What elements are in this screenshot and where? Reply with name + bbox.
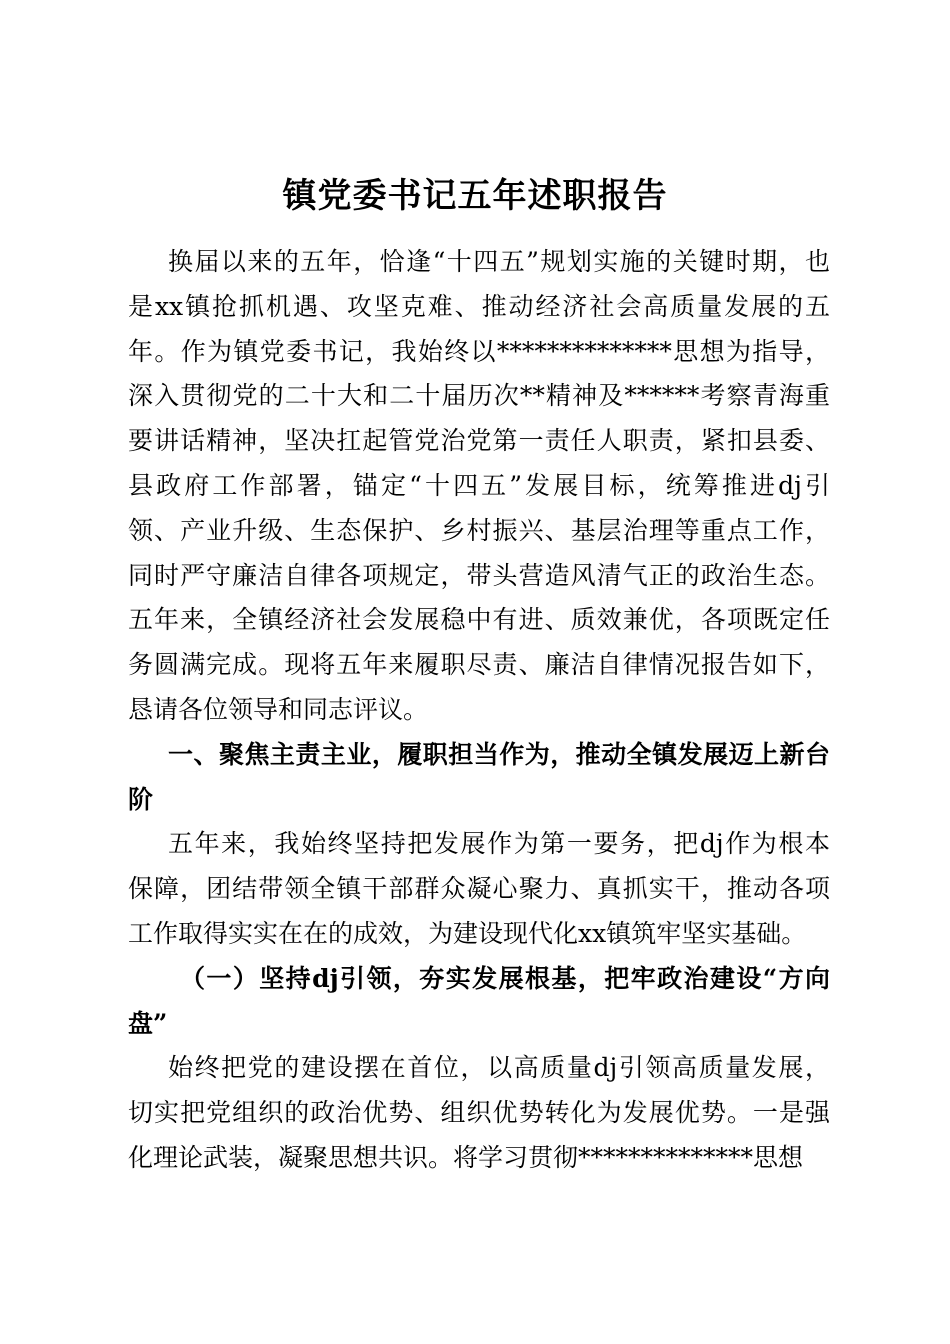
subsection-heading (128, 957, 830, 1047)
text-line: 切实把党组织的政治优势、组织优势转化为发展优势。一是强 (128, 1098, 830, 1128)
paragraph (128, 240, 830, 733)
section-heading (128, 733, 830, 823)
text-line: （一）坚持dj引领，夯实发展根基，把牢政治建设“方向 (180, 963, 830, 993)
text-line: 盘” (128, 1008, 168, 1038)
text-line: 务圆满完成。现将五年来履职尽责、廉洁自律情况报告如下， (128, 650, 830, 680)
text-line: 一、聚焦主责主业，履职担当作为，推动全镇发展迈上新台 (168, 739, 830, 769)
paragraph (128, 1046, 830, 1180)
text-line: 领、产业升级、生态保护、乡村振兴、基层治理等重点工作， (128, 515, 830, 545)
text-line: 始终把党的建设摆在首位，以高质量dj引领高质量发展， (168, 1053, 830, 1083)
text-line: 县政府工作部署，锚定“十四五”发展目标，统筹推进dj引 (128, 470, 830, 500)
text-line: 恳请各位领导和同志评议。 (128, 694, 429, 724)
text-line: 是xx镇抢抓机遇、攻坚克难、推动经济社会高质量发展的五 (128, 291, 830, 321)
text-line: 年。作为镇党委书记，我始终以**************思想为指导， (128, 336, 830, 366)
document-title: 镇党委书记五年述职报告 (282, 176, 668, 216)
text-line: 换届以来的五年，恰逢“十四五”规划实施的关键时期，也 (168, 247, 830, 276)
paragraph (128, 822, 830, 956)
text-line: 深入贯彻党的二十大和二十届历次**精神及******考察青海重 (128, 381, 830, 411)
text-line: 同时严守廉洁自律各项规定，带头营造风清气正的政治生态。 (128, 560, 830, 590)
text-line: 要讲话精神，坚决扛起管党治党第一责任人职责，紧扣县委、 (128, 426, 830, 456)
text-line: 五年来，全镇经济社会发展稳中有进、质效兼优，各项既定任 (128, 605, 830, 635)
text-line: 化理论武装，凝聚思想共识。将学习贯彻**************思想 (128, 1142, 804, 1172)
text-line: 五年来，我始终坚持把发展作为第一要务，把dj作为根本 (168, 829, 830, 859)
document-body (128, 240, 830, 1181)
text-line: 保障，团结带领全镇干部群众凝心聚力、真抓实干，推动各项 (128, 874, 830, 904)
text-line: 阶 (128, 784, 154, 814)
text-line: 工作取得实实在在的成效，为建设现代化xx镇筑牢坚实基础。 (128, 918, 807, 948)
